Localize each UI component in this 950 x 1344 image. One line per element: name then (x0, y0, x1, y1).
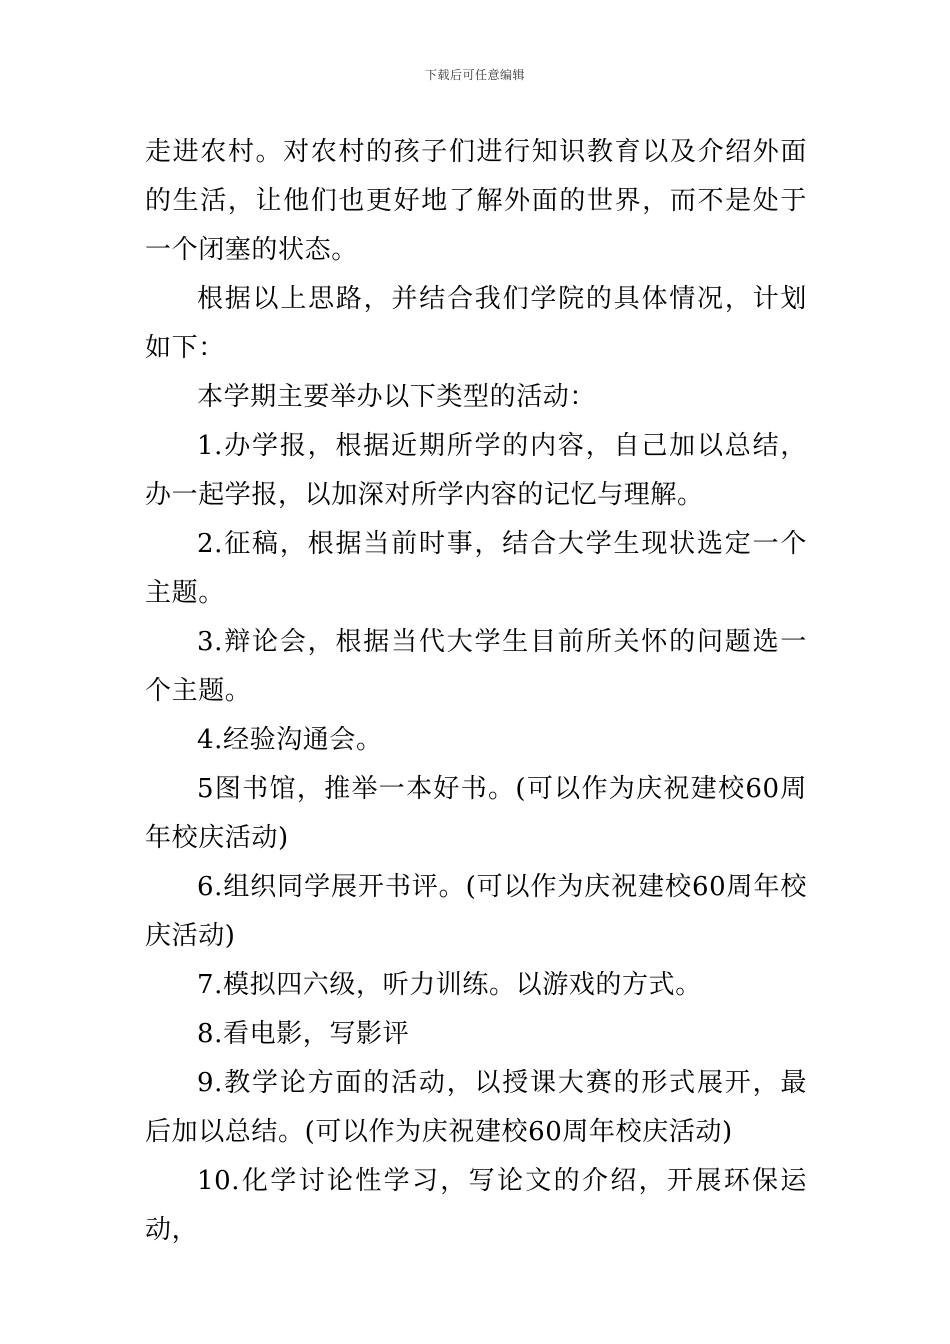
list-item-7: 7.模拟四六级，听力训练。以游戏的方式。 (197, 970, 702, 1000)
document-body (145, 128, 807, 1255)
paragraph-plan-lead: 根据以上思路，并结合我们学院的具体情况，计划如下： (145, 284, 807, 363)
list-item-10: 10.化学讨论性学习，写论文的介绍，开展环保运动， (145, 1166, 807, 1245)
list-item-1: 1.办学报，根据近期所学的内容，自己加以总结，办一起学报，以加深对所学内容的记忆与理解。 (145, 431, 807, 510)
paragraph-activity-types: 本学期主要举办以下类型的活动： (197, 382, 597, 412)
list-item-3: 3.辩论会，根据当代大学生目前所关怀的问题选一个主题。 (145, 627, 807, 706)
list-item-9: 9.教学论方面的活动，以授课大赛的形式展开，最后加以总结。(可以作为庆祝建校60周年校庆活动) (145, 1068, 807, 1147)
paragraph-intro-continued: 走进农村。对农村的孩子们进行知识教育以及介绍外面的生活，让他们也更好地了解外面的世界，而不是处于一个闭塞的状态。 (145, 137, 807, 265)
list-item-8: 8.看电影，写影评 (197, 1019, 410, 1049)
page-header-note: 下载后可任意编辑 (424, 68, 525, 82)
list-item-4: 4.经验沟通会。 (197, 725, 383, 755)
list-item-2: 2.征稿，根据当前时事，结合大学生现状选定一个主题。 (145, 529, 807, 608)
list-item-5: 5图书馆，推举一本好书。(可以作为庆祝建校60周年校庆活动) (145, 774, 807, 853)
list-item-6: 6.组织同学展开书评。(可以作为庆祝建校60周年校庆活动) (145, 872, 807, 951)
